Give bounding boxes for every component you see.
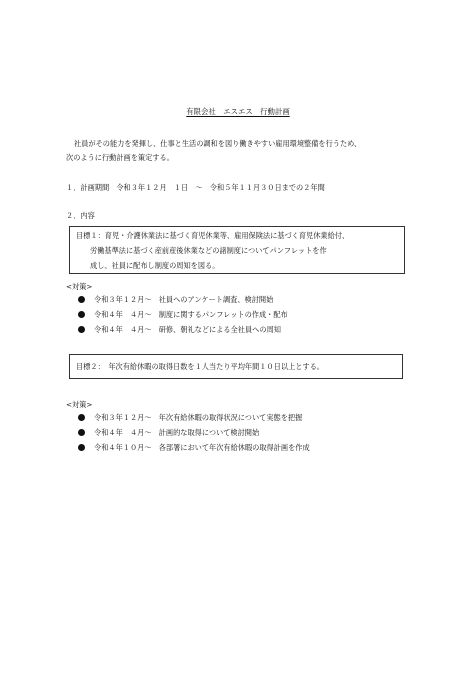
bullet-icon (78, 429, 85, 436)
bullet-icon (78, 326, 85, 333)
goal-1-line-3: 成し、社員に配布し制度の周知を図る。 (90, 261, 220, 270)
plan-period: １．計画期間 令和３年１２月 １日 ～ 令和５年１１月３０日までの２年間 (66, 183, 325, 192)
bullet-icon (78, 311, 85, 318)
goal-1-line-2: 労働基準法に基づく産前産後休業などの諸制度についてパンフレットを作 (90, 246, 327, 255)
goal-1-measure-2: 令和４年 ４月～ 制度に関するパンフレットの作成・配布 (94, 310, 288, 319)
goal-2-measure-3: 令和４年１０月～ 各部署において年次有給休暇の取得計画を作成 (94, 443, 310, 452)
goal-1-measure-3: 令和４年 ４月～ 研修、朝礼などによる全社員への周知 (94, 325, 281, 334)
goal-1-measures-label: <対策> (66, 282, 93, 291)
bullet-icon (78, 414, 85, 421)
goal-2-box (69, 354, 403, 379)
content-heading: ２．内容 (66, 211, 95, 220)
goal-2-measure-1: 令和３年１２月～ 年次有給休暇の取得状況について実態を把握 (94, 413, 303, 422)
goal-1-line-1: 目標１：育児・介護休業法に基づく育児休業等、雇用保険法に基づく育児休業給付、 (76, 231, 350, 240)
goal-1-box (69, 226, 405, 274)
goal-2-measure-2: 令和４年 ４月～ 計画的な取得について検討開始 (94, 428, 260, 437)
intro-line-2: 次のように行動計画を策定する。 (66, 153, 174, 162)
goal-2-text: 目標２： 年次有給休暇の取得日数を１人当たり平均年間１０日以上とする。 (76, 362, 324, 371)
goal-1-measure-1: 令和３年１２月～ 社員へのアンケート調査、検討開始 (94, 295, 274, 304)
goal-2-measures-label: <対策> (66, 400, 93, 409)
document-title: 有限会社 エスエス 行動計画 (186, 107, 290, 116)
bullet-icon (78, 296, 85, 303)
intro-line-1: 社員がその能力を発揮し、仕事と生活の調和を図り働きやすい雇用環境整備を行うため、 (74, 139, 362, 148)
bullet-icon (78, 444, 85, 451)
